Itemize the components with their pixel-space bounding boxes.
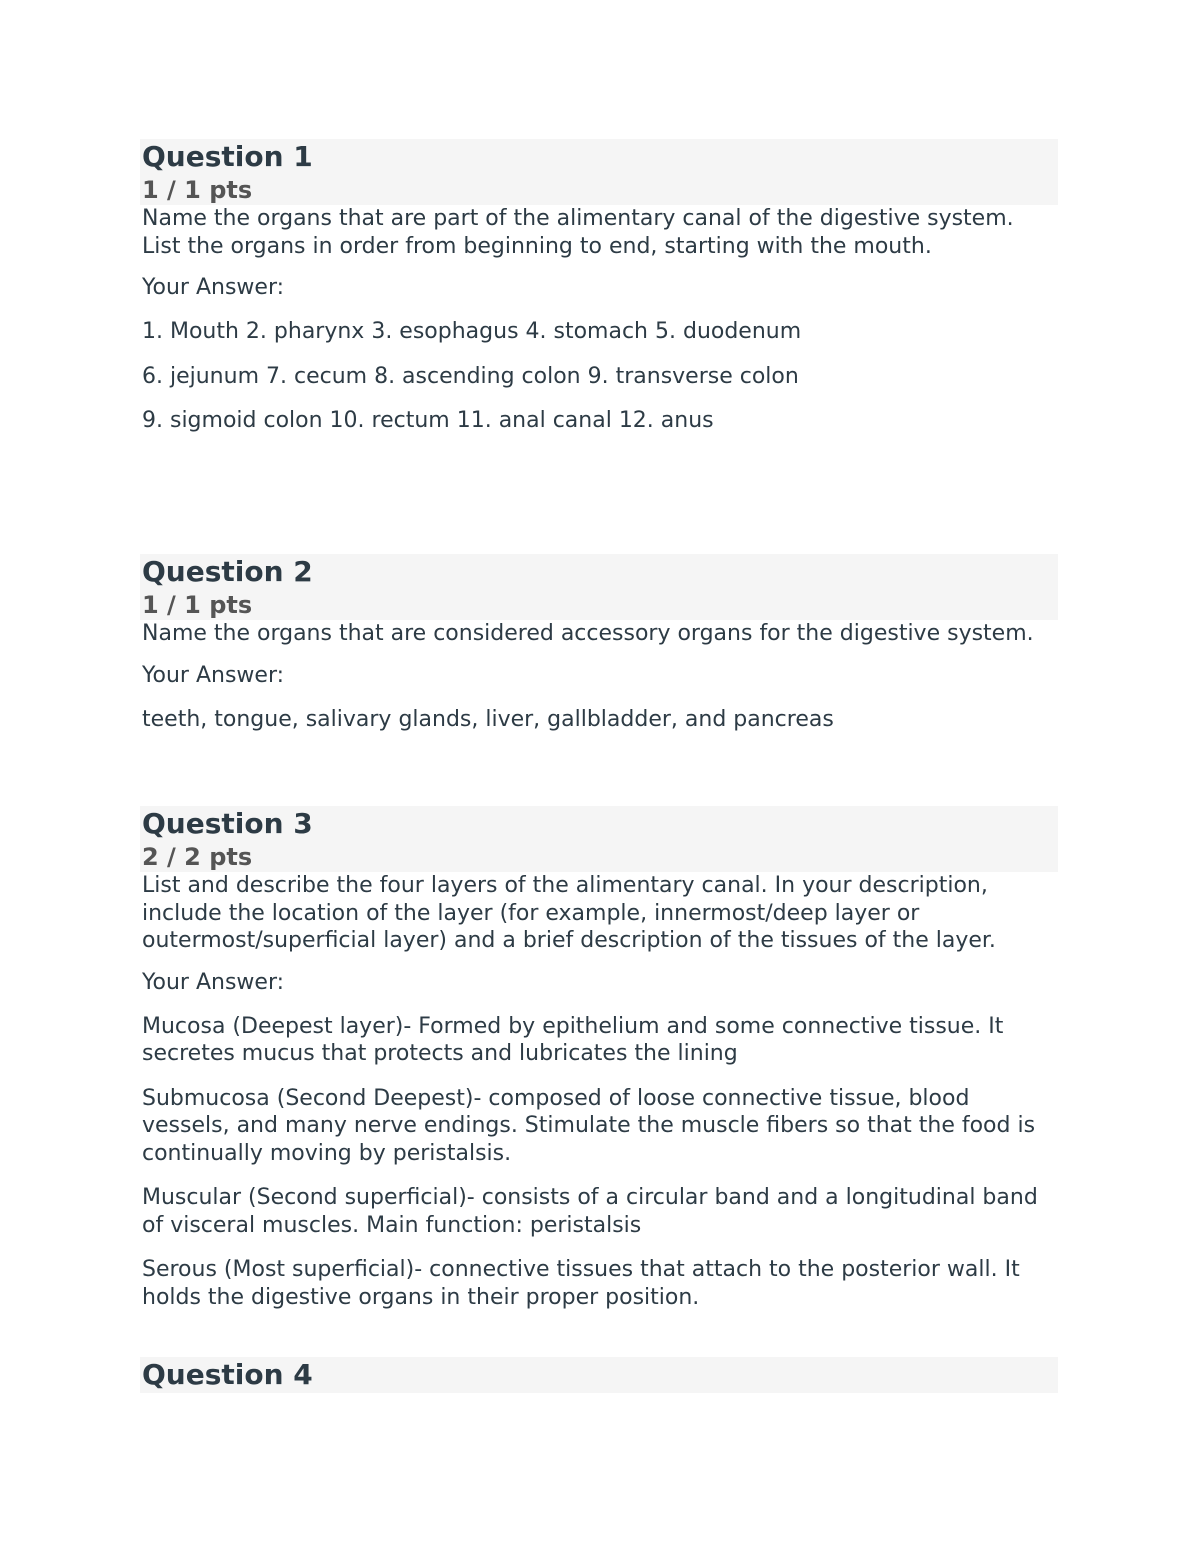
question-title: Question 3: [142, 807, 313, 840]
question-title: Question 2: [142, 555, 313, 588]
answer-paragraph: Submucosa (Second Deepest)- composed of loose connective tissue, blood vessels, and many nerve endings. Stimulate the muscle fibers so that the food is continually moving by peristalsis.: [142, 1085, 1036, 1166]
answer-paragraph: Muscular (Second superficial)- consists of a circular band and a longitudinal band of visceral muscles. Main function: peristalsis: [142, 1185, 1038, 1238]
question-block: [140, 1357, 1058, 1393]
question-header: [140, 806, 1058, 872]
question-title: Question 4: [142, 1358, 313, 1391]
answer-label: Your Answer:: [142, 969, 285, 995]
question-block: [140, 554, 1058, 733]
answer-paragraph: Mucosa (Deepest layer)- Formed by epithelium and some connective tissue. It secretes mucus that protects and lubricates the lining: [142, 1013, 1004, 1066]
answer-line: 1. Mouth 2. pharynx 3. esophagus 4. stomach 5. duodenum: [142, 319, 802, 344]
question-prompt: Name the organs that are considered accessory organs for the digestive system.: [142, 621, 1034, 646]
question-header: [140, 1357, 1058, 1393]
answer-paragraph: Serous (Most superficial)- connective tissues that attach to the posterior wall. It holds the digestive organs in their proper position.: [142, 1257, 1020, 1310]
question-prompt: List and describe the four layers of the alimentary canal. In your description, include the location of the layer (for example, innermost/deep layer or outermost/superficial layer) and a brief description of the tissues of the layer.: [142, 873, 996, 953]
answer-line: 6. jejunum 7. cecum 8. ascending colon 9. transverse colon: [142, 363, 799, 389]
question-points: 1 / 1 pts: [142, 591, 253, 619]
answer-line: teeth, tongue, salivary glands, liver, gallbladder, and pancreas: [142, 706, 834, 732]
question-title: Question 1: [142, 140, 313, 173]
question-block: [140, 806, 1058, 1311]
answer-label: Your Answer:: [142, 275, 285, 300]
question-header: [140, 139, 1058, 205]
question-points: 2 / 2 pts: [142, 843, 253, 871]
question-block: [140, 139, 1058, 435]
answer-label: Your Answer:: [142, 662, 285, 688]
question-points: 1 / 1 pts: [142, 176, 253, 204]
question-header: [140, 554, 1058, 620]
question-prompt: Name the organs that are part of the alimentary canal of the digestive system. List the organs in order from beginning to end, starting with the mouth.: [142, 206, 1014, 259]
answer-line: 9. sigmoid colon 10. rectum 11. anal canal 12. anus: [142, 408, 714, 433]
